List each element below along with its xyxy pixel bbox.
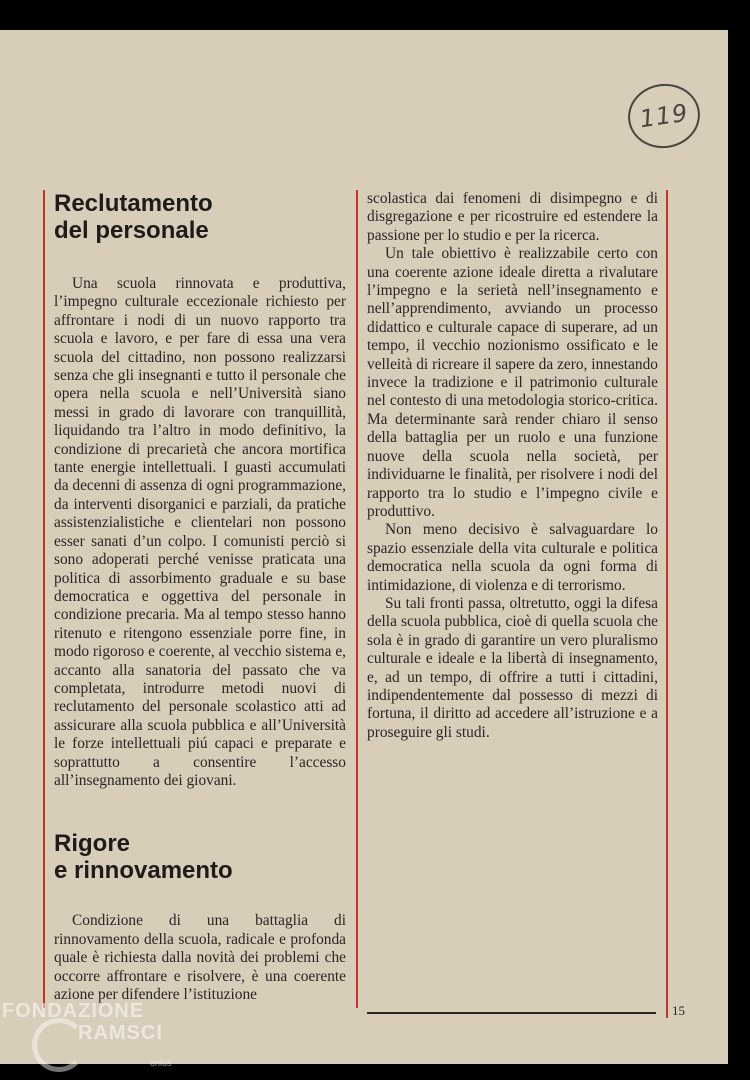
heading-line: del personale bbox=[54, 217, 209, 244]
paragraph: Non meno decisivo è salvaguardare lo spazio essenziale della vita culturale e politica democratica nella scuola da ogni forma di intimidazione, di violenza e di terrorismo. bbox=[367, 521, 658, 594]
watermark-line: FONDAZIONE bbox=[2, 1000, 145, 1022]
paragraph: Una scuola rinnovata e produttiva, l’impegno culturale eccezionale richiesto per affrontare i nodi di un nuovo rapporto tra scuola e lavoro, e per fare di essa una vera scuola del cittadino, non possono realizzarsi senza che gli insegnanti e tutto il personale che opera nella scuola e nell’Università siano messi in grado di lavorare con tranquillità, liquidando tra l’altro in modo definitivo, la condizione di precarietà che ancora mortifica tante energie intellettuali. I guasti accumulati da decenni di assenza di ogni programmazione, da interventi disorganici e parziali, da pratiche assistenzialistiche e clientelari non possono esser sanati d’un colpo. I comunisti perciò si sono adoperati perché venisse praticata una politica di assorbimento graduale e su base democratica e oggettiva del personale in condizione precaria. Ma al tempo stesso hanno ritenuto e ritengono essenziale porre fine, in modo rigoroso e coerente, al vecchio sistema e, accanto alla sanatoria del passato che va completata, introdurre metodi nuovi di reclutamento del personale scolastico atti ad assicurare alla scuola pubblica e all’Università le forze intellettuali piú capaci e preparate e soprattutto a consentire l’accesso all’insegnamento dei giovani. bbox=[54, 275, 346, 789]
paragraph: Su tali fronti passa, oltretutto, oggi la difesa della scuola pubblica, cioè di quella scuola che sola è in grado di garantire un vero pluralismo culturale e ideale e la libertà di insegnamento, e, ad un tempo, di offrire a tutti i cittadini, indipendentemente dal possesso di mezzi di fortuna, il diritto ad accedere all’istruzione e a proseguire gli studi. bbox=[367, 594, 658, 741]
section-heading-rigore bbox=[54, 830, 346, 884]
heading-line: e rinnovamento bbox=[54, 857, 233, 885]
heading-line: Reclutamento bbox=[54, 190, 213, 217]
center-red-rule bbox=[356, 190, 358, 1008]
right-column bbox=[367, 190, 658, 742]
right-red-rule bbox=[666, 190, 668, 1018]
page-number: 15 bbox=[672, 1003, 685, 1018]
watermark-line: RAMSCI bbox=[78, 1022, 163, 1044]
heading-line: Rigore bbox=[54, 830, 131, 858]
fondazione-gramsci-watermark bbox=[2, 1000, 192, 1076]
paragraph: scolastica dai fenomeni di disimpegno e di disgregazione e per ricostruire ed estendere la passione per lo studio e per la ricerca. bbox=[367, 190, 658, 244]
watermark-line: onlus bbox=[150, 1058, 172, 1068]
handwritten-page-stamp: 119 bbox=[624, 79, 704, 152]
paragraph: Condizione di una battaglia di rinnovamento della scuola, radicale e profonda quale è richiesta dalla novità dei problemi che occorre affrontare e risolvere, è una coerente azione per difendere l’istituzione bbox=[54, 912, 346, 1003]
left-column bbox=[54, 190, 346, 1004]
footer-rule bbox=[367, 1012, 656, 1014]
section-heading-reclutamento bbox=[54, 190, 346, 244]
left-red-rule bbox=[43, 190, 45, 1008]
paragraph: Un tale obiettivo è realizzabile certo con una coerente azione ideale diretta a rivalutare l’impegno e la serietà nell’insegnamento e nell’apprendimento, avviando un processo didattico e culturale capace di superare, ad un tempo, il vecchio nozionismo ossificato e le velleità di ricreare il sapere da zero, innestando invece la tradizione e il patrimonio culturale nel contesto di una metodologia storico-critica. Ma determinante sarà render chiaro il senso della battaglia per un ruolo e una funzione nuove della scuola nella società, per individuarne le finalità, per risolvere i nodi del rapporto tra lo studio e l’impegno civile e produttivo. bbox=[367, 245, 658, 520]
